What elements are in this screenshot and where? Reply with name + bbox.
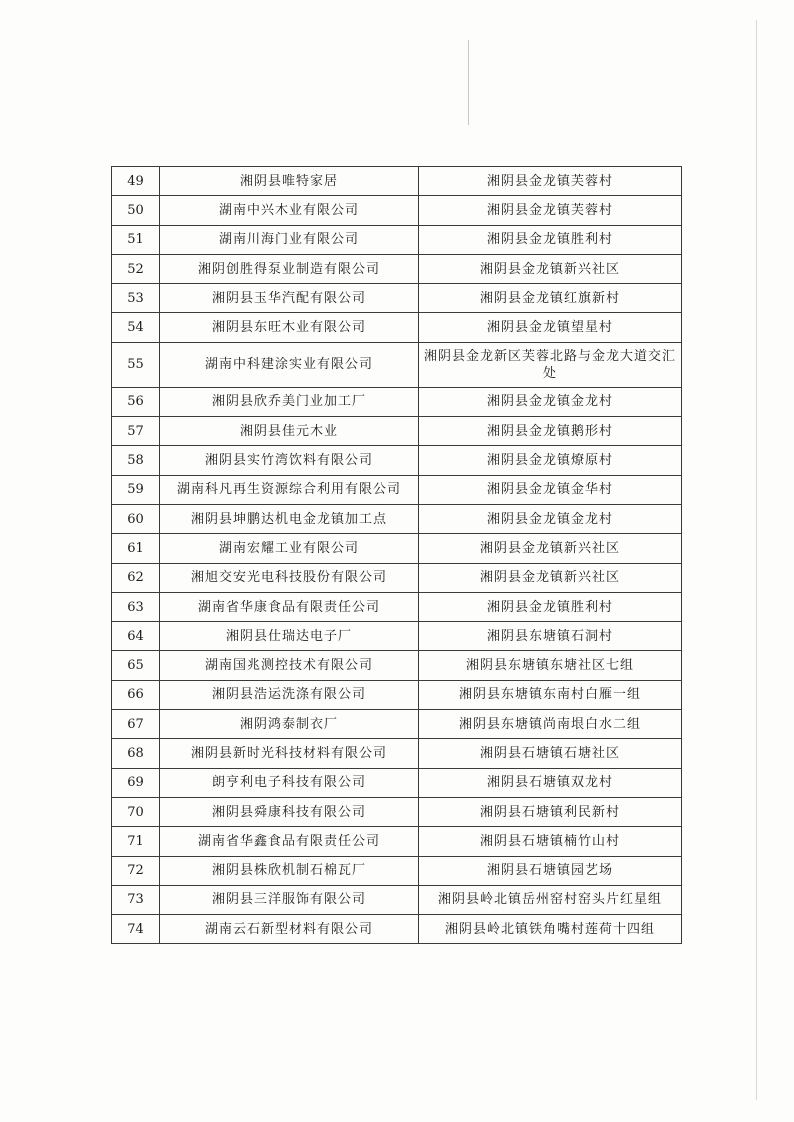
- company-name: 湘阴县实竹湾饮料有限公司: [160, 446, 419, 475]
- enterprise-table-wrapper: [111, 166, 681, 944]
- row-number: 74: [112, 915, 160, 944]
- table-row: [112, 313, 682, 342]
- row-number: 59: [112, 475, 160, 504]
- company-name: 湖南国兆测控技术有限公司: [160, 651, 419, 680]
- company-name: 湘阴县新时光科技材料有限公司: [160, 739, 419, 768]
- company-name: 湖南宏耀工业有限公司: [160, 534, 419, 563]
- row-number: 73: [112, 885, 160, 914]
- row-number: 50: [112, 196, 160, 225]
- company-address: 湘阴县东塘镇尚南垠白水二组: [419, 710, 682, 739]
- row-number: 69: [112, 768, 160, 797]
- company-name: 湖南省华康食品有限责任公司: [160, 592, 419, 621]
- table-row: [112, 592, 682, 621]
- table-row: [112, 856, 682, 885]
- row-number: 67: [112, 710, 160, 739]
- table-row: [112, 254, 682, 283]
- company-address: 湘阴县金龙镇金华村: [419, 475, 682, 504]
- company-address: 湘阴县石塘镇石塘社区: [419, 739, 682, 768]
- company-name: 湘阴创胜得泵业制造有限公司: [160, 254, 419, 283]
- company-address: 湘阴县东塘镇东南村白雁一组: [419, 680, 682, 709]
- company-address: 湘阴县金龙镇燎原村: [419, 446, 682, 475]
- company-name: 湖南川海门业有限公司: [160, 225, 419, 254]
- company-name: 朗亨利电子科技有限公司: [160, 768, 419, 797]
- company-name: 湘阴县玉华汽配有限公司: [160, 284, 419, 313]
- company-address: 湘阴县石塘镇园艺场: [419, 856, 682, 885]
- row-number: 71: [112, 827, 160, 856]
- company-name: 湖南科凡再生资源综合利用有限公司: [160, 475, 419, 504]
- table-row: [112, 885, 682, 914]
- company-name: 湘阴县舜康科技有限公司: [160, 797, 419, 826]
- company-name: 湘阴县浩运洗涤有限公司: [160, 680, 419, 709]
- row-number: 62: [112, 563, 160, 592]
- company-name: 湖南中兴木业有限公司: [160, 196, 419, 225]
- row-number: 64: [112, 622, 160, 651]
- company-name: 湘旭交安光电科技股份有限公司: [160, 563, 419, 592]
- table-row: [112, 915, 682, 944]
- table-row: [112, 504, 682, 533]
- company-address: 湘阴县金龙镇胜利村: [419, 592, 682, 621]
- table-row: [112, 563, 682, 592]
- company-name: 湖南云石新型材料有限公司: [160, 915, 419, 944]
- scan-artifact-line: [468, 40, 469, 125]
- table-row: [112, 651, 682, 680]
- table-row: [112, 417, 682, 446]
- company-name: 湘阴县欣乔美门业加工厂: [160, 387, 419, 416]
- company-address: 湘阴县岭北镇铁角嘴村莲荷十四组: [419, 915, 682, 944]
- table-row: [112, 167, 682, 196]
- table-row: [112, 387, 682, 416]
- row-number: 55: [112, 342, 160, 387]
- company-name: 湘阴县佳元木业: [160, 417, 419, 446]
- company-address: 湘阴县金龙镇鹅形村: [419, 417, 682, 446]
- row-number: 51: [112, 225, 160, 254]
- company-address: 湘阴县金龙镇新兴社区: [419, 254, 682, 283]
- company-address: 湘阴县岭北镇岳州窑村窑头片红星组: [419, 885, 682, 914]
- table-row: [112, 196, 682, 225]
- table-row: [112, 710, 682, 739]
- company-name: 湘阴鸿泰制衣厂: [160, 710, 419, 739]
- table-row: [112, 768, 682, 797]
- row-number: 60: [112, 504, 160, 533]
- table-row: [112, 680, 682, 709]
- company-address: 湘阴县东塘镇东塘社区七组: [419, 651, 682, 680]
- table-row: [112, 475, 682, 504]
- row-number: 58: [112, 446, 160, 475]
- row-number: 52: [112, 254, 160, 283]
- company-name: 湘阴县三洋服饰有限公司: [160, 885, 419, 914]
- table-row: [112, 739, 682, 768]
- row-number: 63: [112, 592, 160, 621]
- company-name: 湖南中科建涂实业有限公司: [160, 342, 419, 387]
- company-name: 湘阴县坤鹏达机电金龙镇加工点: [160, 504, 419, 533]
- company-address: 湘阴县金龙镇金龙村: [419, 504, 682, 533]
- company-address: 湘阴县金龙新区芙蓉北路与金龙大道交汇处: [419, 342, 682, 387]
- row-number: 72: [112, 856, 160, 885]
- company-address: 湘阴县金龙镇芙蓉村: [419, 196, 682, 225]
- company-address: 湘阴县金龙镇望星村: [419, 313, 682, 342]
- row-number: 66: [112, 680, 160, 709]
- company-address: 湘阴县金龙镇金龙村: [419, 387, 682, 416]
- table-row: [112, 225, 682, 254]
- table-row: [112, 827, 682, 856]
- row-number: 61: [112, 534, 160, 563]
- row-number: 68: [112, 739, 160, 768]
- company-address: 湘阴县金龙镇芙蓉村: [419, 167, 682, 196]
- table-row: [112, 446, 682, 475]
- company-name: 湘阴县株欣机制石棉瓦厂: [160, 856, 419, 885]
- row-number: 49: [112, 167, 160, 196]
- row-number: 54: [112, 313, 160, 342]
- company-address: 湘阴县石塘镇楠竹山村: [419, 827, 682, 856]
- company-address: 湘阴县石塘镇双龙村: [419, 768, 682, 797]
- company-address: 湘阴县金龙镇新兴社区: [419, 534, 682, 563]
- table-row: [112, 284, 682, 313]
- table-row: [112, 622, 682, 651]
- company-name: 湘阴县东旺木业有限公司: [160, 313, 419, 342]
- row-number: 56: [112, 387, 160, 416]
- company-address: 湘阴县金龙镇胜利村: [419, 225, 682, 254]
- table-row: [112, 342, 682, 387]
- company-name: 湘阴县仕瑞达电子厂: [160, 622, 419, 651]
- row-number: 65: [112, 651, 160, 680]
- company-address: 湘阴县金龙镇新兴社区: [419, 563, 682, 592]
- company-name: 湘阴县唯特家居: [160, 167, 419, 196]
- row-number: 57: [112, 417, 160, 446]
- enterprise-table: [111, 166, 682, 944]
- enterprise-table-body: [112, 167, 682, 944]
- table-row: [112, 534, 682, 563]
- company-address: 湘阴县石塘镇利民新村: [419, 797, 682, 826]
- scan-artifact-edge: [756, 20, 757, 1100]
- table-row: [112, 797, 682, 826]
- row-number: 53: [112, 284, 160, 313]
- company-address: 湘阴县金龙镇红旗新村: [419, 284, 682, 313]
- row-number: 70: [112, 797, 160, 826]
- company-address: 湘阴县东塘镇石洞村: [419, 622, 682, 651]
- company-name: 湖南省华鑫食品有限责任公司: [160, 827, 419, 856]
